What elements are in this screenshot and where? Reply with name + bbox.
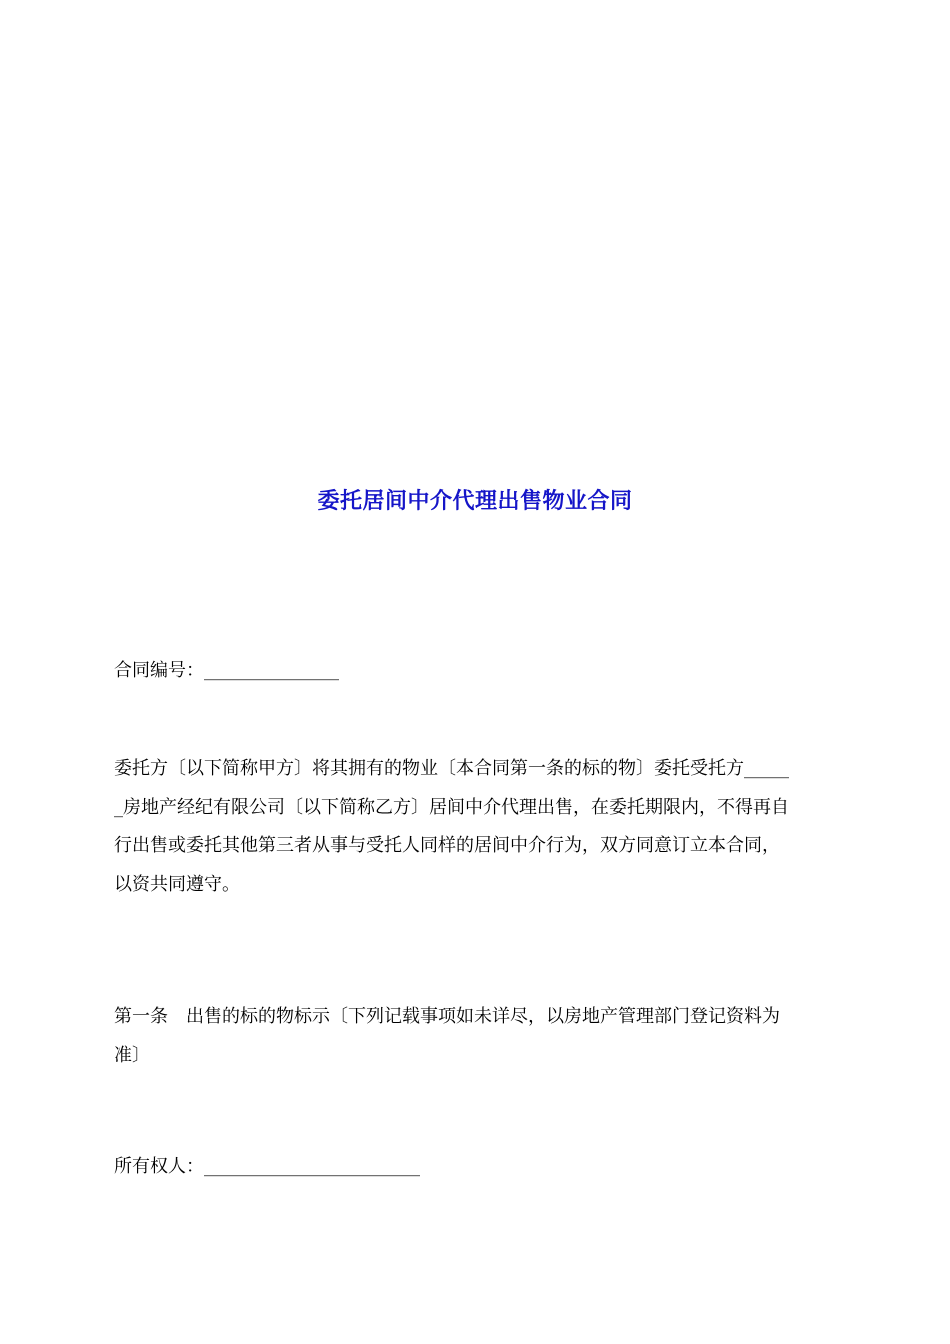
contract-number-line — [114, 652, 841, 691]
owner-label: 所有权人： — [114, 1156, 204, 1177]
intro-line: 委托方〔以下简称甲方〕将其拥有的物业〔本合同第一条的标的物〕委托受托方_____ — [114, 758, 789, 779]
owner-line — [114, 1148, 841, 1187]
intro-line: 行出售或委托其他第三者从事与受托人同样的居间中介行为，双方同意订立本合同， — [114, 835, 780, 856]
contract-number-label: 合同编号： — [114, 660, 204, 681]
article-1-heading: 第一条 — [114, 1006, 168, 1027]
article-1-paragraph — [114, 998, 841, 1075]
intro-line: _房地产经纪有限公司〔以下简称乙方〕居间中介代理出售，在委托期限内，不得再自 — [114, 796, 789, 818]
intro-paragraph — [114, 750, 841, 904]
owner-blank: ________________________ — [204, 1156, 420, 1177]
article-1-line: 出售的标的物标示〔下列记载事项如未详尽，以房地产管理部门登记资料为 — [186, 1006, 780, 1027]
contract-number-blank: _______________ — [204, 660, 339, 681]
article-1-line: 准〕 — [114, 1044, 150, 1066]
intro-line: 以资共同遵守。 — [114, 873, 240, 895]
document-title: 委托居间中介代理出售物业合同 — [317, 489, 633, 514]
